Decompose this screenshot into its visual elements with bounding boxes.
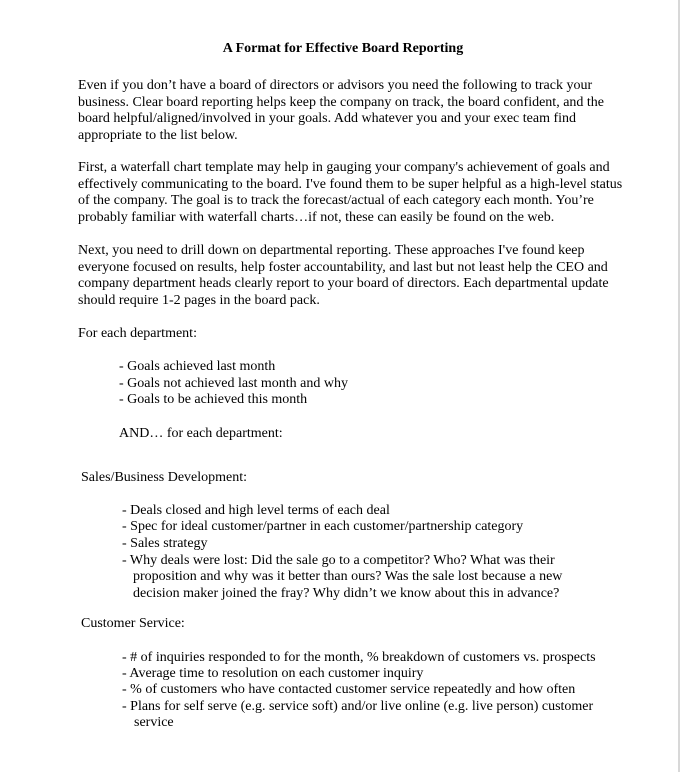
department-item: - Goals achieved last month [119, 359, 276, 374]
customer-service-item: - Plans for self serve (e.g. service soft) and/or live online (e.g. live person) customer [122, 699, 594, 714]
intro-paragraph [78, 78, 638, 144]
sales-item: - Deals closed and high level terms of each deal [122, 503, 390, 518]
waterfall-line: of the company. The goal is to track the forecast/actual of each category each month. You’re [78, 193, 594, 208]
waterfall-paragraph [78, 160, 638, 226]
intro-line: business. Clear board reporting helps keep the company on track, the board confident, and the [78, 94, 605, 110]
sales-item-continuation: proposition and why was it better than ours? Was the sale lost because a new [133, 569, 563, 584]
customer-service-item: - Average time to resolution on each customer inquiry [122, 666, 424, 681]
intro-line: Even if you don’t have a board of directors or advisors you need the following to track your [78, 78, 593, 93]
and-for-each-label: AND… for each department: [119, 426, 283, 441]
waterfall-line: First, a waterfall chart template may help in gauging your company's achievement of goals and [78, 160, 610, 175]
departmental-line: should require 1-2 pages in the board pack. [78, 292, 320, 308]
for-each-department-label: For each department: [78, 326, 197, 341]
departmental-line: company department heads clearly report to your board of directors. Each departmental update [78, 276, 609, 291]
department-item: - Goals not achieved last month and why [119, 376, 349, 391]
customer-service-item: - # of inquiries responded to for the month, % breakdown of customers vs. prospects [122, 650, 596, 665]
department-item: - Goals to be achieved this month [119, 392, 308, 407]
waterfall-line: probably familiar with waterfall charts…if not, these can easily be found on the web. [78, 209, 555, 225]
intro-line: board helpful/aligned/involved in your goals. Add whatever you and your exec team find [78, 111, 577, 126]
sales-heading: Sales/Business Development: [81, 470, 248, 485]
departmental-line: Next, you need to drill down on departmental reporting. These approaches I've found keep [78, 243, 585, 258]
waterfall-line: effectively communicating to the board. I've found them to be super helpful as a high-level status [78, 176, 623, 192]
customer-service-heading: Customer Service: [81, 616, 185, 631]
intro-line: appropriate to the list below. [78, 127, 238, 143]
sales-item-continuation: decision maker joined the fray? Why didn’t we know about this in advance? [133, 586, 560, 601]
sales-item: - Sales strategy [122, 536, 208, 551]
departmental-line: everyone focused on results, help foster accountability, and last but not least help the CEO and [78, 259, 608, 275]
sales-item: - Why deals were lost: Did the sale go to a competitor? Who? What was their [122, 553, 555, 568]
sales-item: - Spec for ideal customer/partner in each customer/partnership category [122, 519, 524, 534]
document-title: A Format for Effective Board Reporting [222, 41, 464, 56]
departmental-paragraph [78, 243, 638, 309]
customer-service-item: - % of customers who have contacted customer service repeatedly and how often [122, 682, 576, 697]
customer-service-item-continuation: service [134, 715, 174, 730]
